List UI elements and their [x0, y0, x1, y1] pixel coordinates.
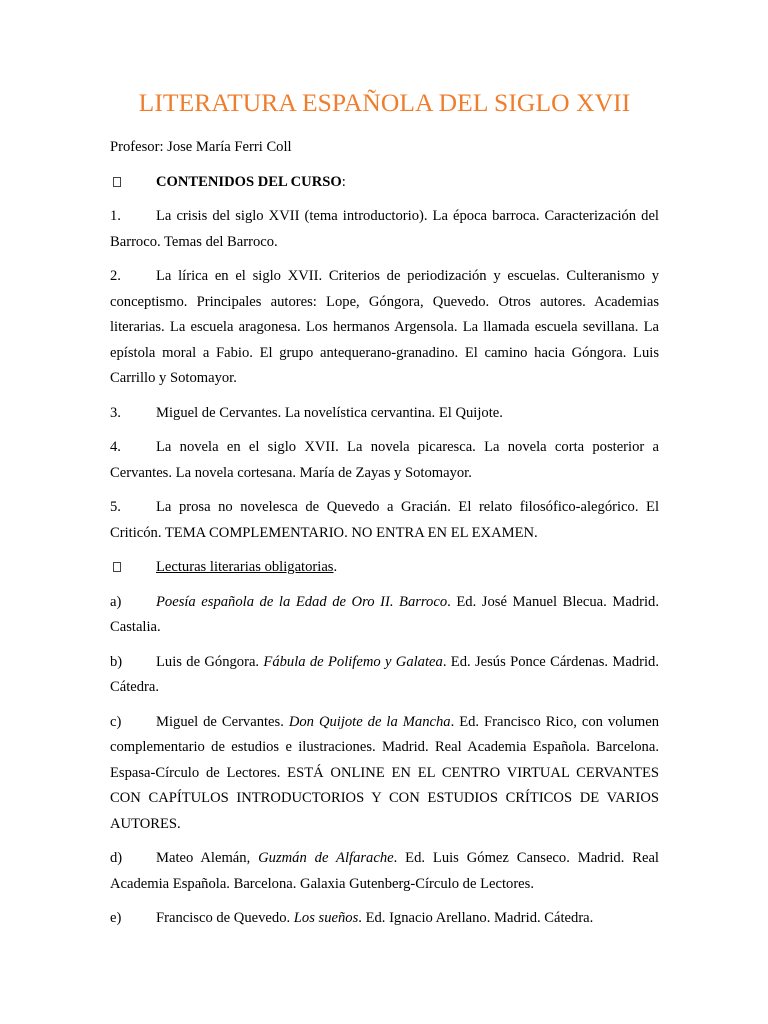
contents-item-marker: 4. [110, 439, 121, 455]
contents-item [110, 435, 659, 486]
reading-item-marker: d) [110, 850, 123, 866]
reading-item-edition: . Ed. Francisco Rico, con volumen complementario de estudios e ilustraciones. Madrid. Real Academia Española. Barcelona. Espasa-Círculo de Lectores. ESTÁ ONLINE EN EL CENTRO VIRTUAL CERVANTES CON CAPÍTULOS INTRODUCTORIOS Y CON ESTUDIOS CRÍTICOS DE VARIOS AUTORES. [110, 713, 660, 832]
readings-heading: Lecturas literarias obligatorias [156, 559, 334, 575]
contents-item [110, 401, 659, 427]
contents-item-text: Miguel de Cervantes. La novelística cervantina. El Quijote. [156, 404, 503, 421]
readings-heading-row [110, 555, 659, 581]
reading-item-work-title: Los sueños [293, 910, 359, 926]
missing-glyph-box-icon [110, 170, 121, 196]
contents-item-text: La lírica en el siglo XVII. Criterios de periodización y escuelas. Culteranismo y conceptismo. Principales autores: Lope, Góngora, Quevedo. Otros autores. Academias literarias. La escuela aragonesa. Los hermanos Argensola. La llamada escuela sevillana. La epístola moral a Fabio. El grupo antequerano-granadino. El camino hacia Góngora. Luis Carrillo y Sotomayor. [110, 268, 659, 386]
missing-glyph-box-icon [110, 555, 121, 581]
reading-item [110, 590, 659, 641]
reading-item-author: Luis de Góngora. [156, 653, 264, 670]
reading-item-edition: . Ed. Ignacio Arellano. Madrid. Cátedra. [358, 910, 594, 926]
reading-item [110, 710, 659, 838]
contents-item-text: La prosa no novelesca de Quevedo a Gracián. El relato filosófico-alegórico. El Criticón. TEMA COMPLEMENTARIO. NO ENTRA EN EL EXAMEN. [110, 499, 659, 541]
contents-item [110, 264, 659, 392]
document-title: LITERATURA ESPAÑOLA DEL SIGLO XVII [138, 88, 631, 117]
reading-item-author: Mateo Alemán, [156, 850, 259, 866]
reading-item-work-title: Guzmán de Alfarache [258, 850, 394, 866]
professor-line: Profesor: Jose María Ferri Coll [110, 139, 292, 155]
contents-heading-suffix: : [341, 173, 346, 190]
contents-item [110, 204, 659, 255]
reading-item-edition: . Ed. José Manuel Blecua. Madrid. Castalia. [110, 593, 659, 635]
reading-item-marker: b) [110, 653, 123, 670]
contents-heading: CONTENIDOS DEL CURSO [156, 173, 342, 190]
contents-item-text: La crisis del siglo XVII (tema introductorio). La época barroca. Caracterización del Barroco. Temas del Barroco. [110, 208, 659, 250]
reading-item-work-title: Don Quijote de la Mancha [288, 713, 451, 730]
readings-heading-suffix: . [333, 559, 338, 575]
reading-item-author: Miguel de Cervantes. [156, 713, 289, 730]
reading-item-marker: a) [110, 593, 122, 610]
contents-item-marker: 1. [110, 208, 121, 224]
reading-item [110, 906, 659, 932]
contents-item-marker: 3. [110, 404, 121, 421]
contents-item-text: La novela en el siglo XVII. La novela picaresca. La novela corta posterior a Cervantes. La novela cortesana. María de Zayas y Sotomayor. [110, 439, 659, 481]
reading-item-marker: c) [110, 713, 122, 730]
reading-item [110, 846, 659, 897]
contents-item [110, 495, 659, 546]
reading-item-marker: e) [110, 910, 122, 926]
reading-item-work-title: Poesía española de la Edad de Oro II. Barroco [156, 593, 448, 610]
reading-item-author: Francisco de Quevedo. [156, 910, 294, 926]
contents-item-marker: 2. [110, 268, 121, 284]
reading-item [110, 650, 659, 701]
contents-heading-row [110, 170, 659, 196]
reading-item-work-title: Fábula de Polifemo y Galatea [263, 653, 443, 670]
reading-item-edition: . Ed. Jesús Ponce Cárdenas. Madrid. Cátedra. [110, 653, 659, 695]
reading-item-edition: . Ed. Luis Gómez Canseco. Madrid. Real Academia Española. Barcelona. Galaxia Gutenberg-Círculo de Lectores. [110, 850, 659, 892]
contents-item-marker: 5. [110, 499, 121, 515]
